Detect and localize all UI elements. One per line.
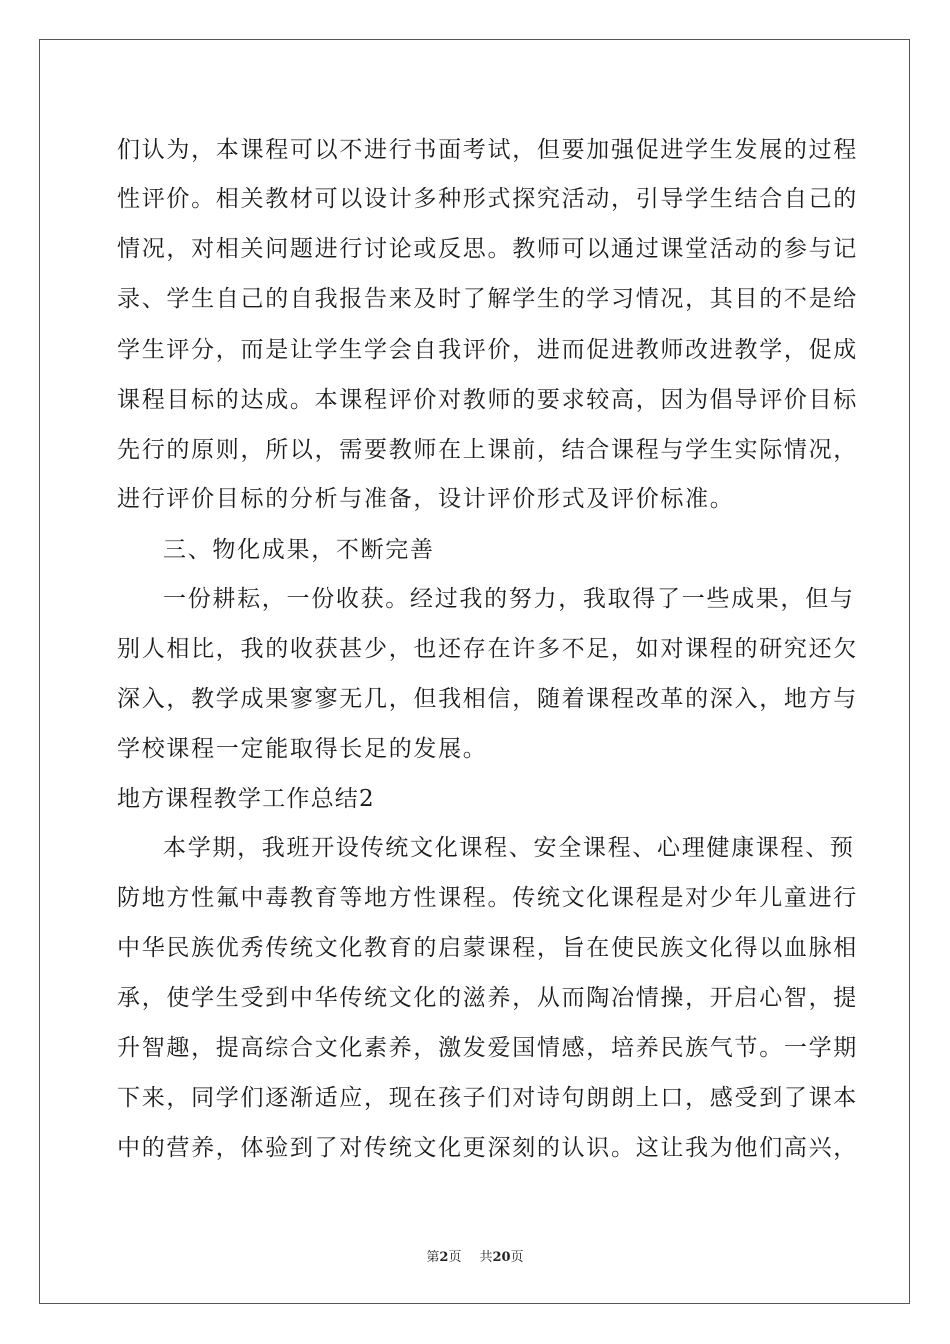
- body-line: 学生评分，而是让学生学会自我评价，进而促进教师改进教学，促成: [117, 337, 858, 363]
- section-heading: 三、物化成果，不断完善: [163, 537, 435, 563]
- body-line: 课程目标的达成。本课程评价对教师的要求较高，因为倡导评价目标: [117, 387, 858, 413]
- body-line: 们认为，本课程可以不进行书面考试，但要加强促进学生发展的过程: [117, 137, 858, 163]
- page-footer: [0, 1246, 950, 1265]
- total-suffix: 页: [510, 1250, 524, 1265]
- body-line: 学校课程一定能取得长足的发展。: [117, 736, 488, 762]
- body-line: 深入，教学成果寥寥无几，但我相信，随着课程改革的深入，地方与: [117, 686, 858, 712]
- body-line: 录、学生自己的自我报告来及时了解学生的学习情况，其目的不是给: [117, 286, 858, 312]
- body-line: 别人相比，我的收获甚少，也还存在许多不足，如对课程的研究还欠: [117, 636, 858, 662]
- body-line: 情况，对相关问题进行讨论或反思。教师可以通过课堂活动的参与记: [117, 236, 858, 262]
- page-suffix: 页: [448, 1250, 462, 1265]
- total-pages: 20: [492, 1250, 511, 1265]
- body-line: 本学期，我班开设传统文化课程、安全课程、心理健康课程、预: [163, 835, 855, 861]
- body-line: 一份耕耘，一份收获。经过我的努力，我取得了一些成果，但与: [163, 586, 855, 612]
- body-line: 先行的原则，所以，需要教师在上课前，结合课程与学生实际情况，: [117, 437, 858, 463]
- total-prefix: 共: [479, 1250, 493, 1265]
- body-line: 进行评价目标的分析与准备，设计评价形式及评价标准。: [117, 486, 735, 512]
- page-border: [39, 39, 910, 1304]
- body-line: 升智趣，提高综合文化素养，激发爱国情感，培养民族气节。一学期: [117, 1035, 858, 1061]
- body-line: 中华民族优秀传统文化教育的启蒙课程，旨在使民族文化得以血脉相: [117, 935, 858, 961]
- body-line: 防地方性氟中毒教育等地方性课程。传统文化课程是对少年儿童进行: [117, 885, 858, 911]
- body-line: 中的营养，体验到了对传统文化更深刻的认识。这让我为他们高兴，: [117, 1135, 858, 1161]
- page-prefix: 第: [426, 1250, 440, 1265]
- body-line: 承，使学生受到中华传统文化的滋养，从而陶冶情操，开启心智，提: [117, 985, 858, 1011]
- page-number: 2: [439, 1250, 449, 1265]
- body-line: 性评价。相关教材可以设计多种形式探究活动，引导学生结合自己的: [117, 186, 858, 212]
- body-line: 下来，同学们逐渐适应，现在孩子们对诗句朗朗上口，感受到了课本: [117, 1085, 858, 1111]
- article-title: 地方课程教学工作总结2: [117, 786, 375, 812]
